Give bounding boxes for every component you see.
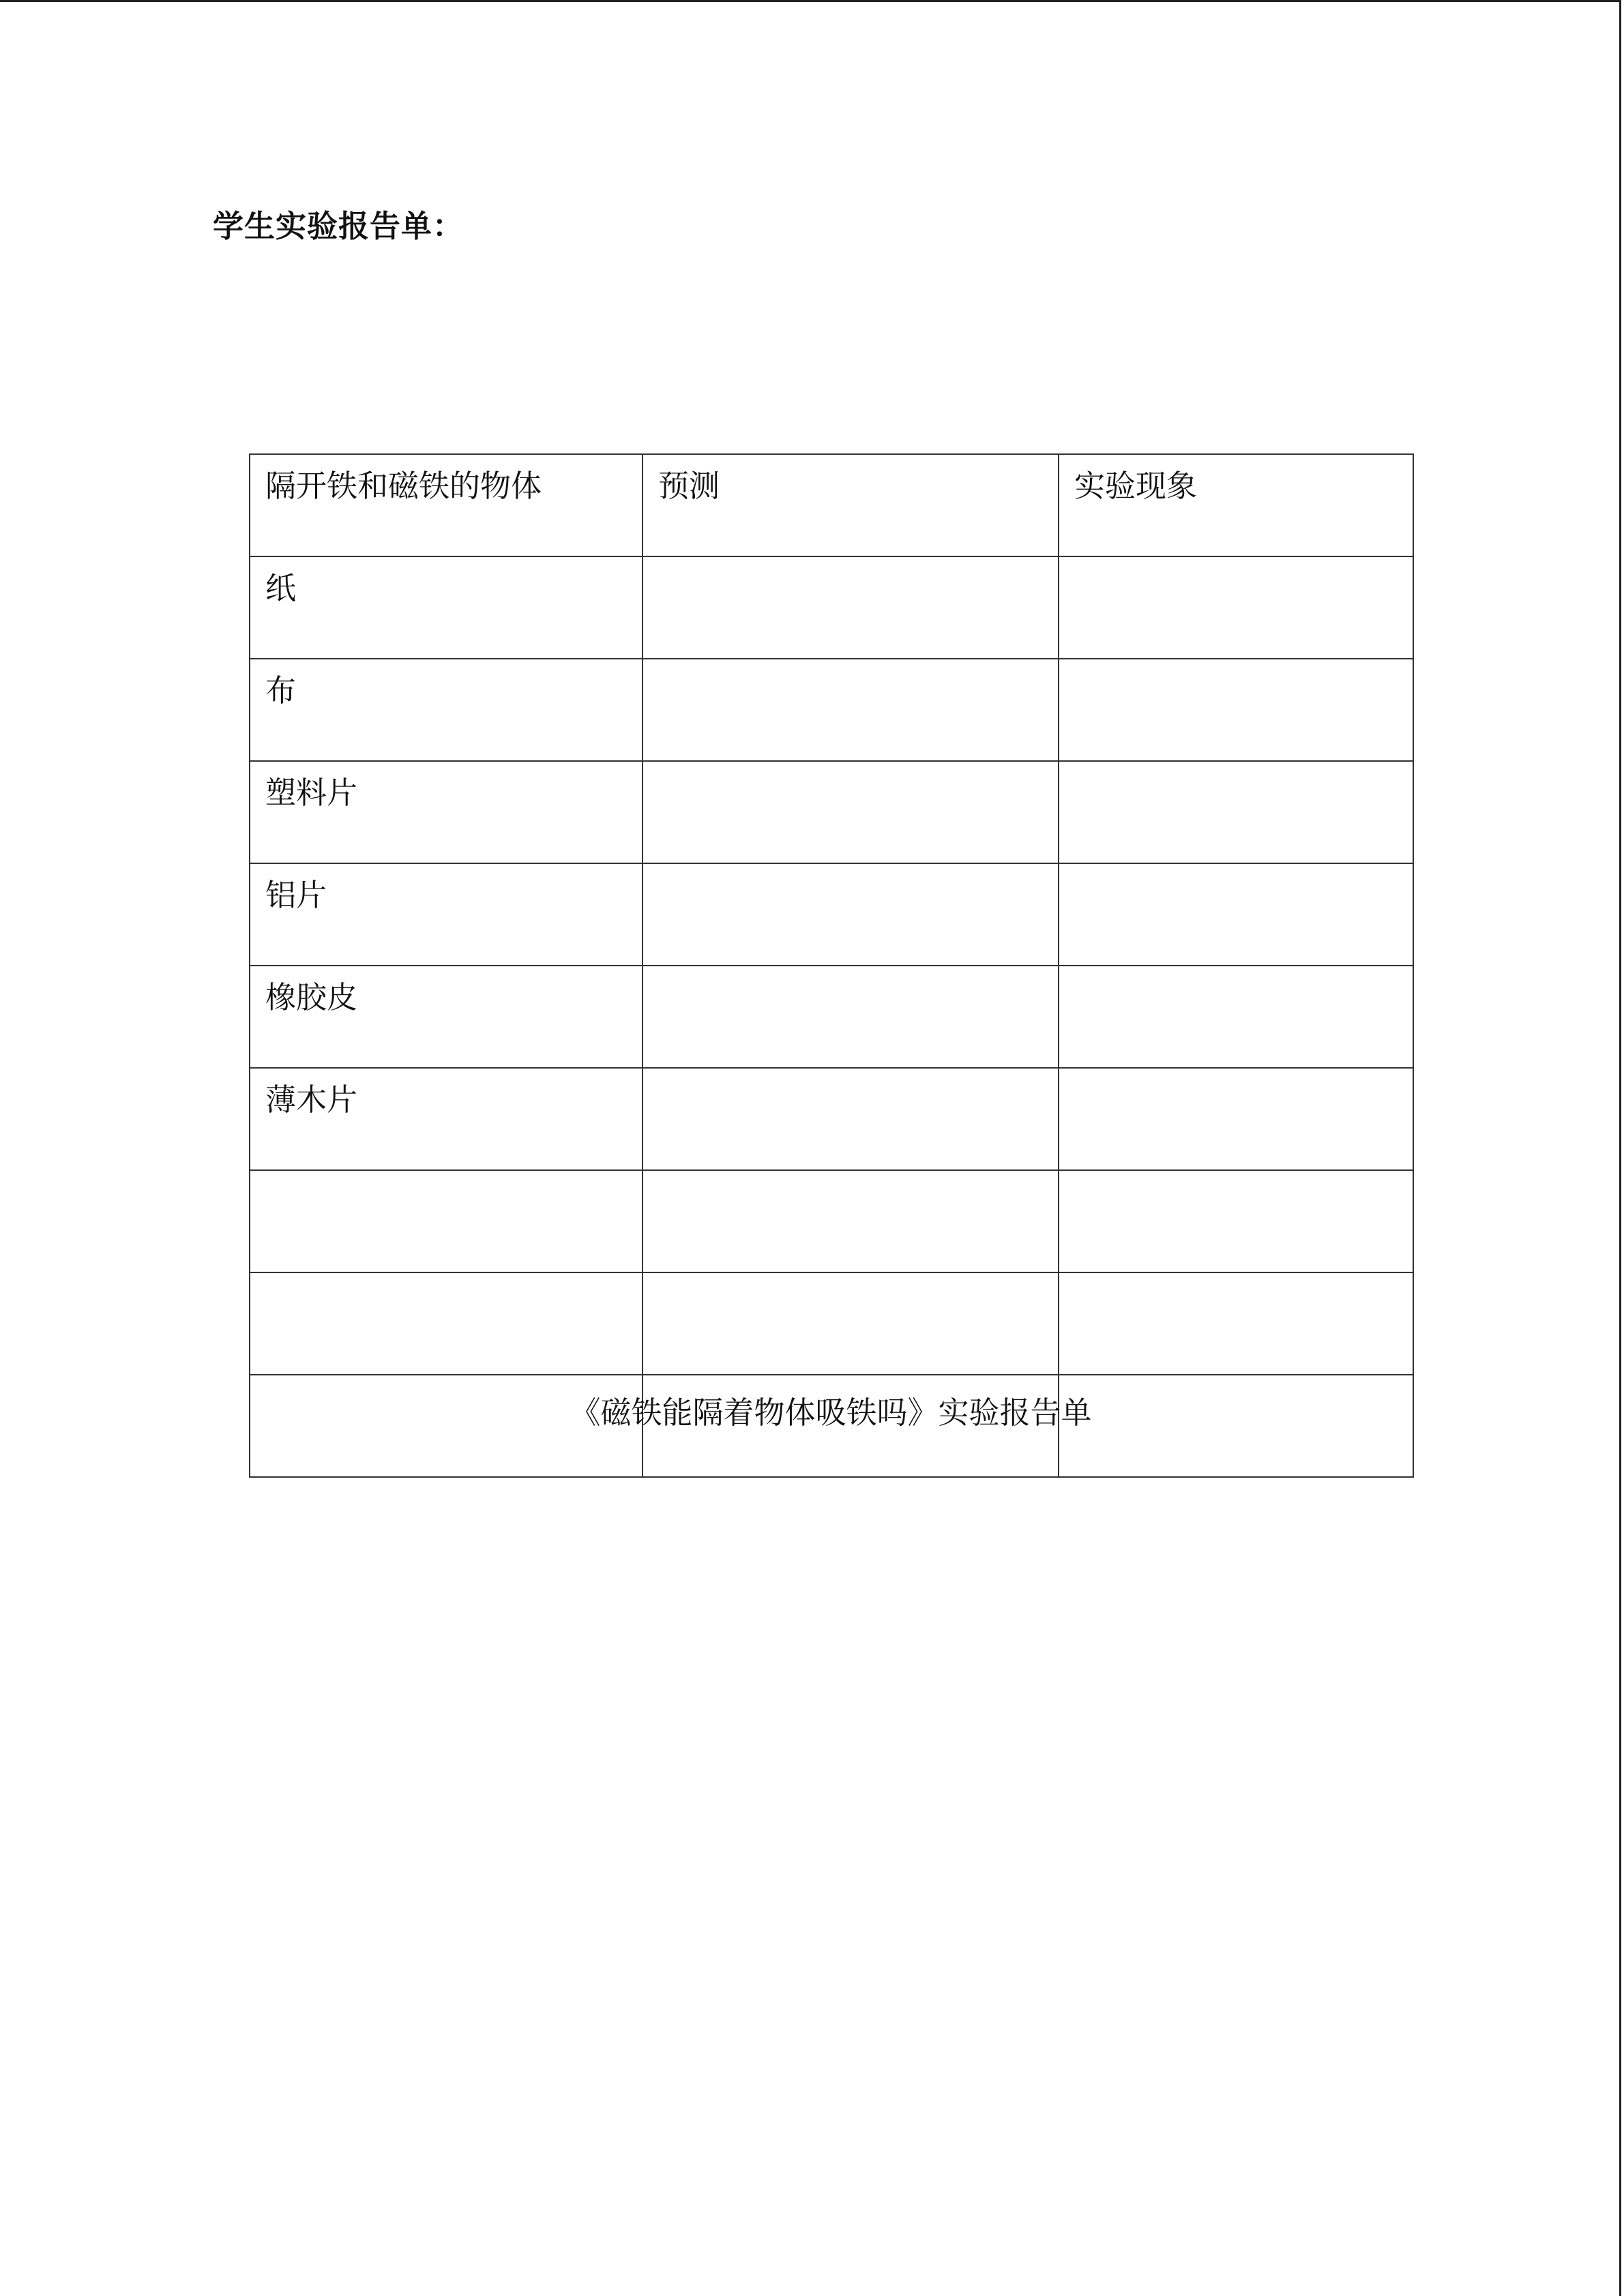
phenomenon-cell[interactable] <box>1059 863 1413 966</box>
phenomenon-cell[interactable] <box>1059 1068 1413 1170</box>
table-caption: 《磁铁能隔着物体吸铁吗》实验报告单 <box>570 1395 1092 1431</box>
table-header-row <box>250 454 1413 556</box>
page-title: 学生实验报告单： <box>213 208 464 244</box>
prediction-cell[interactable] <box>643 863 1059 966</box>
phenomenon-cell[interactable] <box>1059 556 1413 659</box>
header-cell-object: 隔开铁和磁铁的物体 <box>250 454 643 556</box>
object-cell: 塑料片 <box>250 761 643 863</box>
experiment-report-table <box>249 453 1414 1478</box>
prediction-cell[interactable] <box>643 1068 1059 1170</box>
phenomenon-cell[interactable] <box>1059 659 1413 761</box>
prediction-cell[interactable] <box>643 659 1059 761</box>
phenomenon-cell[interactable] <box>1059 761 1413 863</box>
object-cell[interactable] <box>250 1170 643 1272</box>
header-cell-prediction: 预测 <box>643 454 1059 556</box>
object-cell: 橡胶皮 <box>250 966 643 1068</box>
prediction-cell[interactable] <box>643 1272 1059 1375</box>
prediction-cell[interactable] <box>643 1170 1059 1272</box>
object-cell[interactable] <box>250 1272 643 1375</box>
object-cell: 布 <box>250 659 643 761</box>
object-cell: 铝片 <box>250 863 643 966</box>
table-row <box>250 1068 1413 1170</box>
object-cell: 纸 <box>250 556 643 659</box>
prediction-cell[interactable] <box>643 556 1059 659</box>
prediction-cell[interactable] <box>643 966 1059 1068</box>
phenomenon-cell[interactable] <box>1059 966 1413 1068</box>
table-row <box>250 1170 1413 1272</box>
table-row <box>250 556 1413 659</box>
table-row <box>250 966 1413 1068</box>
table-row <box>250 863 1413 966</box>
prediction-cell[interactable] <box>643 761 1059 863</box>
phenomenon-cell[interactable] <box>1059 1170 1413 1272</box>
header-cell-phenomenon: 实验现象 <box>1059 454 1413 556</box>
table-row <box>250 659 1413 761</box>
object-cell: 薄木片 <box>250 1068 643 1170</box>
table-row <box>250 761 1413 863</box>
phenomenon-cell[interactable] <box>1059 1272 1413 1375</box>
table-row <box>250 1272 1413 1375</box>
